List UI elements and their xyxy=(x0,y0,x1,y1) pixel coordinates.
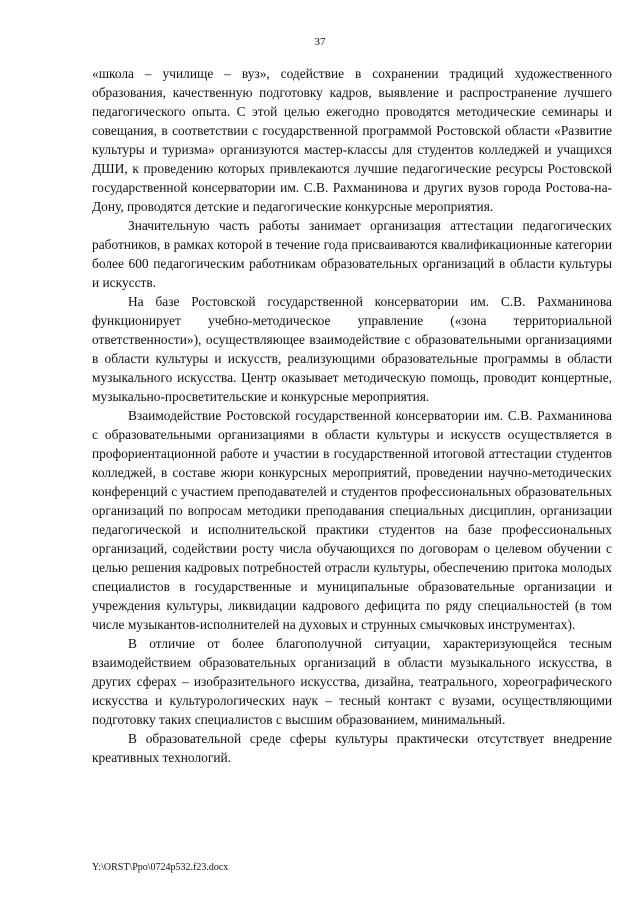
paragraph-attestation: Значительную часть работы занимает организация аттестации педагогических работников, в рамках которой в течение года присваиваются квалификационные категории более 600 педагогическим работникам образовательных организаций в области культуры и искусств. xyxy=(92,218,612,290)
paragraph-continuation: «школа – училище – вуз», содействие в сохранении традиций художественного образования, качественную подготовку кадров, выявление и распространение лучшего педагогического опыта. С этой целью ежегодно проводятся методические семинары и совещания, в соответствии с государственной программой Ростовской области «Развитие культуры и туризма» организуются мастер-классы для студентов колледжей и учащихся ДШИ, к проведению которых привлекаются лучшие педагогические ресурсы Ростовской государственной консерватории им. С.В. Рахманинова и других вузов города Ростова-на-Дону, проводятся детские и педагогические конкурсные мероприятия. xyxy=(92,66,612,214)
file-path-footer: Y:\ORST\Ppo\0724p532.f23.docx xyxy=(92,862,229,873)
page-number: 37 xyxy=(314,36,326,48)
paragraph-creative-technologies: В образовательной среде сферы культуры практически отсутствует внедрение креативных технологий. xyxy=(92,731,612,765)
paragraph-methodical-center: На базе Ростовской государственной консерватории им. С.В. Рахманинова функционирует учебно-методическое управление («зона территориальной ответственности»), осуществляющее взаимодействие с образовательными организациями в области культуры и искусств, реализующими образовательные программы в области музыкального искусства. Центр оказывает методическую помощь, проводит концертные, музыкально-просветительские и конкурсные мероприятия. xyxy=(92,294,612,404)
paragraph-other-spheres: В отличие от более благополучной ситуации, характеризующейся тесным взаимодействием образовательных организаций в области музыкального искусства, в других сферах – изобразительного искусства, дизайна, театрального, хореографического искусства и культурологических наук – тесный контакт с вузами, осуществляющими подготовку таких специалистов с высшим образованием, минимальный. xyxy=(92,636,612,727)
document-body xyxy=(92,64,612,767)
paragraph-interaction: Взаимодействие Ростовской государственной консерватории им. С.В. Рахманинова с образовательными организациями в области культуры и искусств осуществляется в профориентационной работе и участии в государственной итоговой аттестации студентов колледжей, в составе жюри конкурсных мероприятий, проведении научно-методических конференций с участием преподавателей и студентов профессиональных образовательных организаций по вопросам методики преподавания специальных дисциплин, организации педагогической и исполнительской практики студентов на базе профессиональных организаций, содействии росту числа обучающихся по договорам о целевом обучении с целью решения кадровых потребностей отрасли культуры, обеспечению притока молодых специалистов в государственные и муниципальные образовательные организации и учреждения культуры, ликвидации кадрового дефицита по ряду специальностей (в том числе музыкантов-исполнителей на духовых и струнных смычковых инструментах). xyxy=(92,408,612,632)
